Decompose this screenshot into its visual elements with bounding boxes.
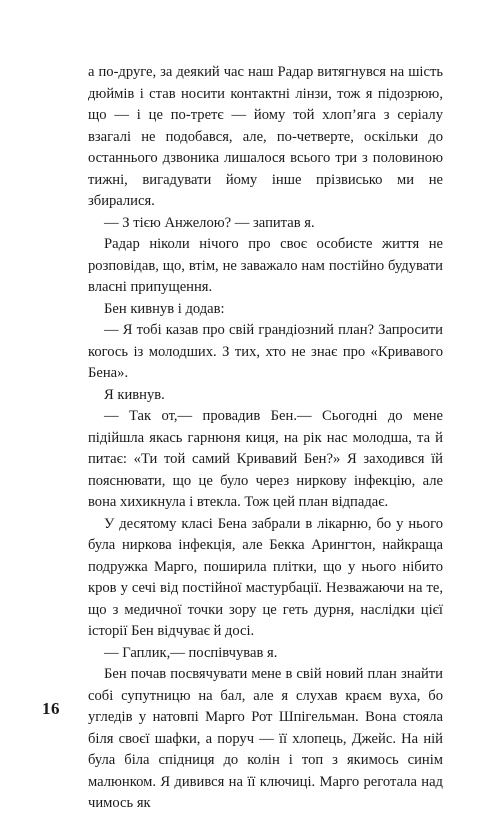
paragraph-continued: а по-друге, за деякий час наш Радар витягнувся на шість дюймів і став носити контактні лінзи, тож я підозрюю, що — і це по-третє — йому той хлоп’яга з серіалу взагалі не подобався, але, по-четверте, оскільки до останнього дзвоника лишалося всього три з половиною тижні, вигадувати йому інше прізвисько ми не збиралися.	[88, 64, 443, 209]
paragraph-dialogue: — Так от,— провадив Бен.— Сьогодні до мене підійшла якась гарнюня киця, на рік нас молодша, та й питає: «Ти той самий Кривавий Бен?» Я заходився їй пояснювати, що це було через ниркову інфекцію, але вона хихикнула і втекла. Тож цей план відпадає.	[88, 408, 443, 510]
page-number: 16	[42, 699, 60, 718]
paragraph: У десятому класі Бена забрали в лікарню, бо у нього була ниркова інфекція, але Бекка Арингтон, найкраща подружка Марго, поширила плітки, що у нього нібито кров у сечі від постійної мастурбації. Незважаючи на те, що з медичної точки зору це геть дурня, наслідки цієї історії Бен відчуває й досі.	[88, 515, 443, 639]
paragraph: Бен кивнув і додав:	[104, 300, 225, 317]
paragraph: Я кивнув.	[104, 386, 165, 403]
paragraph-dialogue: — Гаплик,— поспівчував я.	[104, 644, 278, 661]
paragraph: Бен почав посвячувати мене в свій новий план знайти собі супутницю на бал, але я слухав краєм вуха, бо угледів у натовпі Марго Рот Шпігельман. Вона стояла біля своєї шафки, а поруч — її хлопець, Джейс. На ній була біла спідниця до колін і топ з якимось синім малюнком. Я дивився на її ключиці. Марго реготала над чимось як	[88, 666, 443, 811]
paragraph-dialogue: — З тією Анжелою? — запитав я.	[104, 214, 315, 231]
paragraph: Радар ніколи нічого про своє особисте життя не розповідав, що, втім, не заважало нам постійно будувати власні припущення.	[88, 236, 443, 295]
paragraph-dialogue: — Я тобі казав про свій грандіозний план? Запросити когось із молодших. З тих, хто не знає про «Кривавого Бена».	[88, 322, 443, 381]
body-text	[88, 62, 443, 815]
